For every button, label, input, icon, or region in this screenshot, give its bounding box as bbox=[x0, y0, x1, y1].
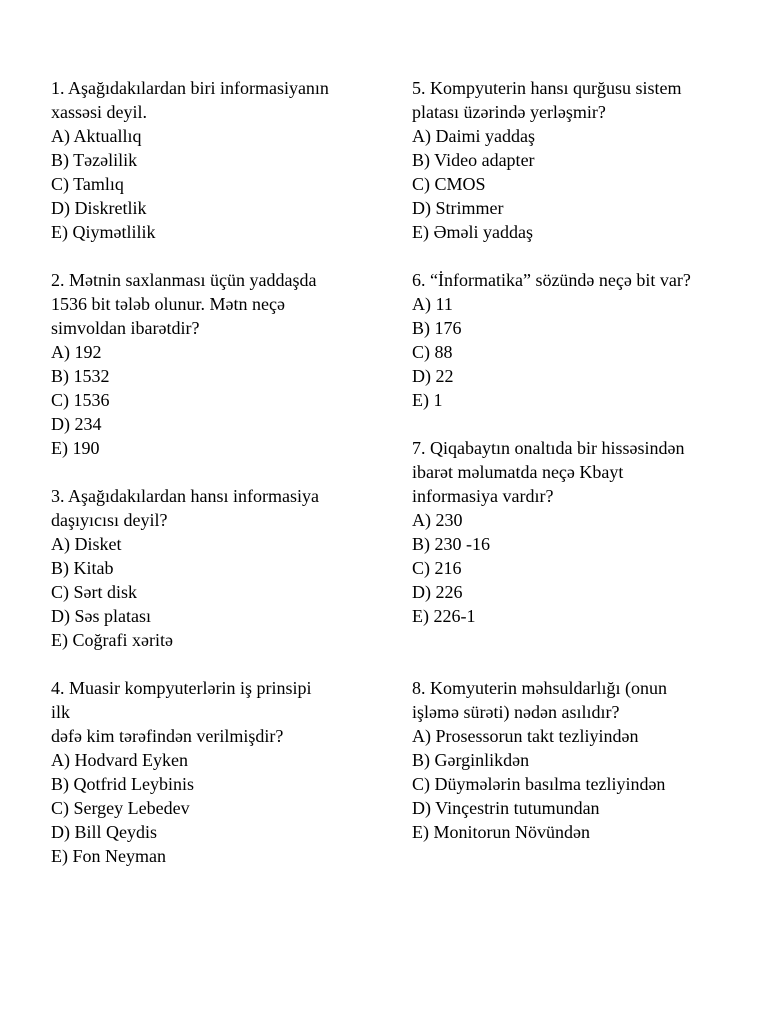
question-4-option-a: A) Hodvard Eyken bbox=[51, 750, 188, 770]
question-6-option-e: E) 1 bbox=[412, 390, 443, 410]
question-3-line-1: 3. Aşağıdakılardan hansı informasiya bbox=[51, 486, 319, 506]
question-8-option-c: C) Düymələrin basılma tezliyindən bbox=[412, 774, 666, 794]
question-8-line-2: işləmə sürəti) nədən asılıdır? bbox=[412, 702, 620, 722]
question-4-option-e: E) Fon Neyman bbox=[51, 846, 166, 866]
question-8 bbox=[412, 676, 728, 844]
question-3-option-c: C) Sərt disk bbox=[51, 582, 138, 602]
question-4-line-2: ilk bbox=[51, 702, 71, 722]
question-4-option-c: C) Sergey Lebedev bbox=[51, 798, 190, 818]
question-2-line-3: simvoldan ibarətdir? bbox=[51, 318, 200, 338]
question-8-option-e: E) Monitorun Növündən bbox=[412, 822, 590, 842]
question-7-option-a: A) 230 bbox=[412, 510, 463, 530]
question-6-option-c: C) 88 bbox=[412, 342, 453, 362]
question-4-line-1: 4. Muasir kompyuterlərin iş prinsipi bbox=[51, 678, 312, 698]
question-1-option-e: E) Qiymətlilik bbox=[51, 222, 156, 242]
question-5-line-1: 5. Kompyuterin hansı qurğusu sistem bbox=[412, 78, 682, 98]
question-1-option-d: D) Diskretlik bbox=[51, 198, 147, 218]
question-1-option-b: B) Təzəlilik bbox=[51, 150, 138, 170]
question-7-line-1: 7. Qiqabaytın onaltıda bir hissəsindən bbox=[412, 438, 685, 458]
question-5-option-d: D) Strimmer bbox=[412, 198, 504, 218]
question-2-option-c: C) 1536 bbox=[51, 390, 110, 410]
question-8-option-b: B) Gərginlikdən bbox=[412, 750, 530, 770]
question-5-option-b: B) Video adapter bbox=[412, 150, 535, 170]
left-column bbox=[51, 76, 367, 868]
question-8-line-1: 8. Komyuterin məhsuldarlığı (onun bbox=[412, 678, 667, 698]
question-5-line-2: platası üzərində yerləşmir? bbox=[412, 102, 606, 122]
question-1-option-a: A) Aktuallıq bbox=[51, 126, 142, 146]
question-2 bbox=[51, 268, 367, 460]
question-4-option-d: D) Bill Qeydis bbox=[51, 822, 157, 842]
question-2-option-b: B) 1532 bbox=[51, 366, 110, 386]
question-1-line-2: xassəsi deyil. bbox=[51, 102, 147, 122]
question-6-option-a: A) 11 bbox=[412, 294, 453, 314]
question-1 bbox=[51, 76, 367, 244]
question-2-line-1: 2. Mətnin saxlanması üçün yaddaşda bbox=[51, 270, 317, 290]
question-4-option-b: B) Qotfrid Leybinis bbox=[51, 774, 194, 794]
question-6 bbox=[412, 268, 728, 412]
question-2-option-a: A) 192 bbox=[51, 342, 102, 362]
question-7-line-3: informasiya vardır? bbox=[412, 486, 554, 506]
question-3-option-b: B) Kitab bbox=[51, 558, 114, 578]
question-3-option-a: A) Disket bbox=[51, 534, 122, 554]
question-3-option-e: E) Coğrafi xəritə bbox=[51, 630, 173, 650]
question-2-option-e: E) 190 bbox=[51, 438, 100, 458]
question-5-option-a: A) Daimi yaddaş bbox=[412, 126, 535, 146]
question-7-option-c: C) 216 bbox=[412, 558, 462, 578]
question-6-option-d: D) 22 bbox=[412, 366, 454, 386]
question-5 bbox=[412, 76, 728, 244]
question-spacer bbox=[412, 628, 728, 652]
question-7-option-b: B) 230 -16 bbox=[412, 534, 490, 554]
question-1-line-1: 1. Aşağıdakılardan biri informasiyanın bbox=[51, 78, 329, 98]
question-4 bbox=[51, 676, 367, 868]
question-3-option-d: D) Səs platası bbox=[51, 606, 151, 626]
question-5-option-c: C) CMOS bbox=[412, 174, 486, 194]
question-7-option-e: E) 226-1 bbox=[412, 606, 476, 626]
question-2-option-d: D) 234 bbox=[51, 414, 102, 434]
right-column bbox=[412, 76, 728, 844]
question-3 bbox=[51, 484, 367, 652]
question-6-option-b: B) 176 bbox=[412, 318, 462, 338]
question-4-line-3: dəfə kim tərəfindən verilmişdir? bbox=[51, 726, 284, 746]
question-8-option-d: D) Vinçestrin tutumundan bbox=[412, 798, 600, 818]
question-5-option-e: E) Əməli yaddaş bbox=[412, 222, 533, 242]
question-1-option-c: C) Tamlıq bbox=[51, 174, 124, 194]
question-2-line-2: 1536 bit tələb olunur. Mətn neçə bbox=[51, 294, 285, 314]
question-6-line-1: 6. “İnformatika” sözündə neçə bit var? bbox=[412, 270, 691, 290]
question-7 bbox=[412, 436, 728, 628]
question-7-line-2: ibarət məlumatda neçə Kbayt bbox=[412, 462, 624, 482]
question-7-option-d: D) 226 bbox=[412, 582, 463, 602]
question-3-line-2: daşıyıcısı deyil? bbox=[51, 510, 168, 530]
question-8-option-a: A) Prosessorun takt tezliyindən bbox=[412, 726, 639, 746]
